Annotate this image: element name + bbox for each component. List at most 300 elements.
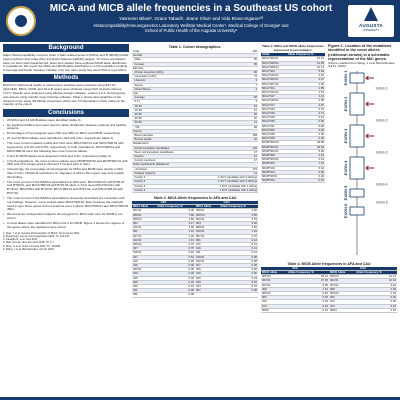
table3-cell: 006 xyxy=(132,293,156,297)
table1-value-cell: 31 xyxy=(196,155,258,159)
table3-cell: 008:01 xyxy=(195,209,219,213)
table3-cell: 008:01 xyxy=(132,213,156,217)
mutation-arrow-icon xyxy=(366,76,374,80)
table2-allele-cell: MICA*029 xyxy=(261,137,287,141)
background-text xyxy=(3,54,129,73)
table2-block xyxy=(261,44,325,259)
table2-allele-cell: MICA*008:04 xyxy=(261,65,287,69)
table3-cell: 4.55 xyxy=(219,213,258,217)
exon-box xyxy=(350,93,364,115)
table4-cell: 003 xyxy=(261,296,287,300)
table1-label-cell: Stem cell transplant candidates xyxy=(132,150,196,154)
table1-label-cell: Hispanic xyxy=(132,79,196,83)
table4-cell: 009N xyxy=(261,308,287,312)
table1-label-cell: Asians xyxy=(132,83,196,87)
table4-cell: 013 xyxy=(261,300,287,304)
table2-freq-cell: 1.01 xyxy=(287,162,325,166)
table4-cell: 013 xyxy=(329,300,355,304)
table3-cell: 0.75 xyxy=(156,247,195,251)
table2-allele-cell: MICA*010:01 xyxy=(261,74,287,78)
table4-cell: 003 xyxy=(329,296,355,300)
conclusion-item: • No significant differences were found in allele distribution between patients and healthy subjects. xyxy=(3,124,129,132)
table4-cell: 0.46 xyxy=(355,296,397,300)
table1-label-cell: Total xyxy=(132,50,196,54)
exon-label: EXON 1 xyxy=(343,70,348,86)
table2-allele-cell: MICA*017 xyxy=(261,103,287,107)
background-paragraph: Major Histocompatibility complex class I chain-related genes A (MICA) and B (MICB) exhibit polymorphisms that make them important histocompatibility targets. Yet some populations have not been well characterized. Even less studies have explored MICB allele distribution in populations. We report the MICA and MICB allele distribution in a US population residing in Georgia and South Carolina. Notably, only one other study has used NGS to type MICA. xyxy=(3,53,129,73)
table3-cell: 011 xyxy=(132,289,156,293)
table2-freq-cell: 0.30 xyxy=(287,133,325,137)
table4-group-afa: AFA xyxy=(261,267,329,271)
table4-cell: 0.39 xyxy=(287,300,329,304)
conclusions-heading: Conclusions xyxy=(3,109,129,117)
table3-cell: 045 xyxy=(132,280,156,284)
intron-label: Intron 4 xyxy=(376,182,388,187)
reference-item: 5. Zhou, S et al. Trans Immunol 2021; 67: 101408. xyxy=(3,244,61,248)
table1-row xyxy=(132,188,258,192)
table1-label-cell: Renal transplant candidates xyxy=(132,146,196,150)
table3-cell: 0.38 xyxy=(219,259,258,263)
table2-allele-cell: MICB*002:01 xyxy=(261,145,287,149)
table3-cell: 4.17 xyxy=(156,221,195,225)
table4-caption: Table 4. MICB Allele frequencies in AFA and CAU xyxy=(287,261,371,266)
table4-cell: 014 xyxy=(261,304,287,308)
table3-cell: 049 xyxy=(195,280,219,284)
table2-header-allele: Allele xyxy=(261,53,287,57)
figure1-caption: Figure 1. Location of the mutations identified in the novel alleles (red/brown arrows) in a schematic representation of the MIC genes. xyxy=(328,44,392,62)
table3-header-allele-cau: MICA Allele xyxy=(195,205,219,209)
figure1-block xyxy=(325,44,397,259)
augusta-logo-mark-icon xyxy=(364,7,378,21)
conclusion-item: • The most common HLA-B/MICA associations previously described are consistent with our findings. However, some include allele MICA*008:04, likely because the methods used to type these genes did not examine exon 1 where MICA*008:01 and MICA*008:04 differ. xyxy=(3,197,129,212)
reference-item: 1. Xiao, Y et al. Genetic Polymorphism of MICA, Front Genet 2021. xyxy=(3,231,80,235)
conclusion-item: • The most common alleles in AFA and CAU were MICA*002:01 and MICA*008:01 with frequencies of 9.4% and 5.0%, respectively. In both populations, MICA*008:01 and MICA*008:04 were the following two more common alleles. xyxy=(3,142,129,153)
exon-box xyxy=(350,157,364,179)
table1-value-cell: 1 SCT candidate with 1 sibling xyxy=(196,188,258,192)
table3-cell: 0.41 xyxy=(219,251,258,255)
conclusion-item: • Percentages of homozygosis were 10% and 30% for MICA and MICB, respectively. xyxy=(3,132,129,136)
table1-value-cell: 1 SCT candidate with 1 sibling xyxy=(196,184,258,188)
table3-cell: 0.60 xyxy=(156,251,195,255)
augusta-logo-name: AUGUSTA xyxy=(358,23,383,28)
table3-cell xyxy=(219,293,258,297)
table1-label-cell: Relationship xyxy=(132,142,196,146)
table1-value-cell: 1 SCT candidate with 2 siblings xyxy=(196,176,258,180)
table1-value-cell: 32 xyxy=(196,138,258,142)
table1-value-cell: 42 xyxy=(196,117,258,121)
table3-cell: 0.41 xyxy=(219,247,258,251)
table2-freq-cell: 0.30 xyxy=(287,120,325,124)
table2-freq-cell: 0.61 xyxy=(287,116,325,120)
table3-cell: 049 xyxy=(132,284,156,288)
table2-allele-cell: MICB*008 xyxy=(261,154,287,158)
conclusion-item: • 3 novel alleles were identified for MICA and 4 for MICB. Figure 1 shows the regions of the genes where the mutations were found. xyxy=(3,222,129,230)
table2-freq-cell: 3.16 xyxy=(287,74,325,78)
table1-label-cell: Female xyxy=(132,62,196,66)
table3-cell: 008:04 xyxy=(195,213,219,217)
table1-value-cell: 96 xyxy=(196,71,258,75)
table1-label-cell: Buccal swabs xyxy=(132,138,196,142)
table3-cell: 9.38 xyxy=(156,209,195,213)
exon-box xyxy=(350,189,364,197)
column-right xyxy=(261,44,397,313)
table3-cell: 0.46 xyxy=(156,259,195,263)
mic-gene-schematic xyxy=(328,69,397,259)
table2-row xyxy=(261,179,325,183)
table1-value-cell: 3 xyxy=(196,100,258,104)
exon-box xyxy=(350,207,364,215)
table4-cell: 0.15 xyxy=(355,308,397,312)
table3-cell: 011 xyxy=(195,251,219,255)
table2-allele-cell: MICB*013 xyxy=(261,166,287,170)
exon-label: EXON 5 xyxy=(343,185,348,201)
table2-freq-cell: 5.94 xyxy=(287,70,325,74)
table4-header-freq-cau: Allele Frequency % xyxy=(355,271,397,275)
table2-allele-cell: MICA*006 xyxy=(261,128,287,132)
table4-cell: 002:01 xyxy=(261,279,287,283)
table4-cell: 6.99 xyxy=(287,283,329,287)
table3-cell: 004 xyxy=(132,221,156,225)
table2-freq-cell: 0.98 xyxy=(287,99,325,103)
conclusion-item: • The most common HLA-B/MICA associations in AFA were: MICA*002:01 with B*53:01 and B*58:01, and MICA*008:04 with B*15:03 while in CAU were MICA*010:01 with B*15:01, MICA*004 with B*44:02, MICA*008:01 with B*44:02, and MICA*008:04 with B*07:02. xyxy=(3,181,129,196)
exon-label: EXON 4 xyxy=(343,160,348,176)
exon-label: EXON 6 xyxy=(343,203,348,219)
table3-cell: 0.44 xyxy=(219,238,258,242)
table1-demographics xyxy=(132,50,258,193)
table1-value-cell: 17 xyxy=(196,159,258,163)
table2-allele-cell: MICA*045 xyxy=(261,133,287,137)
table4-cell: 009N xyxy=(329,308,355,312)
table4-cell: 0.15 xyxy=(287,304,329,308)
table3-cell: 009:01 xyxy=(132,268,156,272)
table3-cell: 008:04 xyxy=(132,217,156,221)
table4-header-freq-afa: Allele Frequency % xyxy=(287,271,329,275)
references-list xyxy=(3,232,129,252)
table2-allele-cell: MICA*049 xyxy=(261,120,287,124)
table2-allele-cell: MICA*008:01 xyxy=(261,61,287,65)
table2-allele-cell: MICA*007:01 xyxy=(261,82,287,86)
table2-freq-cell: 1.13 xyxy=(287,95,325,99)
table3-cell xyxy=(195,293,219,297)
table4-cell: 1.03 xyxy=(355,292,397,296)
conclusion-item: • Interestingly, the percentage of hemizygosity for MICA and MICB were double in AFA than in CAU. Historical restrictions on migration of AFA in this region may help explain this finding. xyxy=(3,168,129,179)
table3-cell: 0.30 xyxy=(219,268,258,272)
table4-cell: 008 xyxy=(261,287,287,291)
table3-cell: 1.44 xyxy=(156,230,195,234)
exon-label: EXON 2 xyxy=(343,96,348,112)
table1-value-cell: 48 xyxy=(196,96,258,100)
table4-cell: 004:01 xyxy=(261,283,287,287)
table3-cell: 1.56 xyxy=(156,226,195,230)
table2-freq-cell: 13.31 xyxy=(287,57,325,61)
table1-value-cell: 4 xyxy=(196,87,258,91)
table2-allele-cell: MICA*016 xyxy=(261,112,287,116)
table3-cell: 2.28 xyxy=(219,221,258,225)
table4-cell: 0.30 xyxy=(355,300,397,304)
table2-allele-cell: MICA*001 xyxy=(261,86,287,90)
conclusion-item: • 28 MICA and 14 MICB alleles were identified (table 2). xyxy=(3,119,129,123)
intron-label: Intron 3 xyxy=(376,150,388,155)
table2-freq-cell: 0.30 xyxy=(287,175,325,179)
table2-freq-cell: 2.06 xyxy=(287,82,325,86)
table3-cell: 0.08 xyxy=(156,293,195,297)
table4-header-allele-cau: MICB Allele xyxy=(329,271,355,275)
table1-label-cell: Age xyxy=(132,92,196,96)
table3-cell: 009:02 xyxy=(132,242,156,246)
table3-cell: 3.79 xyxy=(219,217,258,221)
table3-cell: 0.76 xyxy=(219,234,258,238)
table4-cell: 004:01 xyxy=(329,283,355,287)
methods-paragraph: DNA from 190 buccal swabs or whole blood samples were extracted using EZ1 Kit (QIAGEN). MICA, MICB, and HLA-B typing were obtained using NGS (CareDx Alloseq Tx17). Results were analyzed using AlloSeq Assign software, version 1.0.3. Hemizygosity was assess using CareDx Copy Number software. Table 1 shows demographics of the subjects in the study. 96 African Americans (AFA) and 74 Caucasians (CAU) make up the majority of the cohort. xyxy=(3,83,126,107)
table1-value-cell: 95 xyxy=(196,62,258,66)
table4-cell: 0.62 xyxy=(287,292,329,296)
table1-label-cell: Blood samples xyxy=(132,134,196,138)
table1-label-cell: Caucasian (CAU) xyxy=(132,75,196,79)
table4-cell: 1.49 xyxy=(355,287,397,291)
table2-allele-cell: MICA*011 xyxy=(261,124,287,128)
table3-cell: 007:01 xyxy=(132,234,156,238)
table1-label-cell: 26-35 xyxy=(132,108,196,112)
table3-cell: 0.30 xyxy=(156,276,195,280)
figure1-source: (Figure modified from Wang, J et al. Biomolecules. Vol 10, 2020). xyxy=(328,60,396,69)
table3-cell: 4.69 xyxy=(156,217,195,221)
table1-label-cell: Donors xyxy=(132,155,196,159)
table1-label-cell: Ethnicity xyxy=(132,66,196,70)
table1-label-cell: Family 3 xyxy=(132,184,196,188)
table4-cell: 16.72 xyxy=(355,275,397,279)
methods-text xyxy=(3,84,129,107)
table3-cell: 0.15 xyxy=(156,284,195,288)
table4-cell: 12.12 xyxy=(355,279,397,283)
table4-cell: 005:02 xyxy=(261,292,287,296)
mutation-arrow-icon xyxy=(366,166,374,170)
table3-cell: 7.89 xyxy=(156,213,195,217)
conclusions-list xyxy=(3,119,129,230)
table3-mica-afa-cau xyxy=(132,201,258,298)
table2-freq-cell: 0.30 xyxy=(287,137,325,141)
table2-freq-cell: 12.85 xyxy=(287,61,325,65)
table4-cell: 008 xyxy=(329,287,355,291)
table3-cell: 001 xyxy=(195,238,219,242)
table1-value-cell: 158 xyxy=(196,134,258,138)
table2-freq-cell: 0.71 xyxy=(287,112,325,116)
table2-allele-cell: MICB*004:01 xyxy=(261,149,287,153)
table3-cell: 1.13 xyxy=(156,238,195,242)
table2-allele-cell: MICB*003 xyxy=(261,162,287,166)
table3-cell: 0.15 xyxy=(219,284,258,288)
table4-cell: 35.21 xyxy=(287,275,329,279)
table2-freq-cell: 0.97 xyxy=(287,103,325,107)
table3-cell: 1.52 xyxy=(219,226,258,230)
table3-cell: 007:01 xyxy=(195,234,219,238)
table1-value-cell: 28 xyxy=(196,125,258,129)
table3-cell: 0.23 xyxy=(219,276,258,280)
table1-label-cell: 0-17 xyxy=(132,100,196,104)
table2-freq-cell: 2.43 xyxy=(287,154,325,158)
conclusion-item: • 9 and 11 MICB alleles were detected in AFA and CAU, respectively (table 4). xyxy=(3,155,129,159)
header-banner xyxy=(0,0,400,42)
augusta-logo-sub: UNIVERSITY xyxy=(362,28,380,32)
table3-cell: 002:01 xyxy=(195,217,219,221)
table2-freq-cell: 0.44 xyxy=(287,166,325,170)
table3-group-afa: AFA xyxy=(132,201,195,205)
intron-label: Intron 5 xyxy=(376,200,388,205)
table3-cell: 010:01 xyxy=(132,226,156,230)
table1-value-cell: 19 xyxy=(196,104,258,108)
table4-group-cau: CAU xyxy=(329,267,397,271)
conclusion-item: • In both populations, the most common alleles were MICB*005:03 and MICB*002:01 with 35% and 27% frequencies in AFA and 17% and 12% in CAU. xyxy=(3,160,129,168)
table3-cell: 0.53 xyxy=(156,255,195,259)
affiliation-line-1: Histocompatibility/Immunogenetics Laboratory Wellstar Medical Center¹, Medical College of Georgia² and xyxy=(93,23,289,28)
table4-row xyxy=(261,308,397,312)
table1-label-cell: 18-25 xyxy=(132,104,196,108)
table1-label-cell: Family members xyxy=(132,159,196,163)
table3-cell: 0.38 xyxy=(156,268,195,272)
table3-cell: 018:01 xyxy=(132,251,156,255)
table2-allele-cell: MICA*019 xyxy=(261,107,287,111)
table2-allele-cell: MICB*009N xyxy=(261,175,287,179)
table3-header-freq-afa: Allele Frequency % xyxy=(156,205,195,209)
table2-freq-cell: 2.43 xyxy=(287,158,325,162)
table1-value-cell: 74 xyxy=(196,75,258,79)
table3-cell: 1.30 xyxy=(156,234,195,238)
table3-cell: 019 xyxy=(195,272,219,276)
table4-cell: 005:03 xyxy=(329,275,355,279)
table1-value-cell: 36 xyxy=(196,113,258,117)
table1-value-cell: 27 xyxy=(196,150,258,154)
intron-label: Intron 2 xyxy=(376,118,388,123)
poster-title: MICA and MICB allele frequencies in a Southeast US cohort xyxy=(49,3,333,14)
table2-allele-cell: MICA*012:01 xyxy=(261,91,287,95)
table2-freq-cell: 0.15 xyxy=(287,179,325,183)
table4-cell: 005:03 xyxy=(261,275,287,279)
table1-label-cell: Family 2 xyxy=(132,180,196,184)
table4-cell: 002:01 xyxy=(329,279,355,283)
table1-label-cell: Related subjects xyxy=(132,171,196,175)
table4-header-allele-afa: MICB Allele xyxy=(261,271,287,275)
table3-cell: 0.08 xyxy=(156,289,195,293)
table2-allele-cell: MICB*005:02 xyxy=(261,158,287,162)
table3-cell: 027 xyxy=(195,263,219,267)
table1-value-cell: 21 xyxy=(196,108,258,112)
table3-header-freq-cau: Allele Frequency % xyxy=(219,205,258,209)
table3-group-cau: CAU xyxy=(195,201,258,205)
table2-allele-cell: MICA*018:01 xyxy=(261,99,287,103)
table2-allele-cell: MICB*005:03 xyxy=(261,141,287,145)
table3-caption: Table 3. MICA Allele frequencies in AFA and CAU xyxy=(153,195,237,200)
table2-freq-cell: 39.06 xyxy=(287,145,325,149)
table3-cell: 0.15 xyxy=(219,280,258,284)
table2-freq-cell: 2.27 xyxy=(287,78,325,82)
background-heading: Background xyxy=(3,44,129,52)
table3-cell: 057 xyxy=(195,289,219,293)
table3-cell: 009:01 xyxy=(195,226,219,230)
table4-micb-afa-cau xyxy=(261,267,397,313)
table3-cell: 018:01 xyxy=(195,255,219,259)
table1-label-cell: Source xyxy=(132,129,196,133)
table2-allele-frequencies xyxy=(261,53,325,183)
table3-cell: 015 xyxy=(132,263,156,267)
table4-cell: 1.91 xyxy=(287,287,329,291)
table3-cell: 004 xyxy=(195,221,219,225)
table3-cell: 016 xyxy=(195,247,219,251)
table3-cell: 017 xyxy=(132,255,156,259)
conclusion-item: • 21 and 20 MICA alleles were identified in AFA and CAU, respectively (table 3). xyxy=(3,137,129,141)
augusta-university-logo xyxy=(348,5,394,37)
table1-label-cell: Average xyxy=(132,96,196,100)
table1-value-cell: 11 xyxy=(196,171,258,175)
table1-value-cell: 132 xyxy=(196,146,258,150)
table4-cell: 4.01 xyxy=(355,283,397,287)
table1-label-cell: Unrelated xyxy=(132,167,196,171)
column-left xyxy=(3,44,129,251)
table3-cell: 0.08 xyxy=(219,289,258,293)
table2-freq-cell: 10.13 xyxy=(287,65,325,69)
table1-label-cell: >65 xyxy=(132,125,196,129)
table2-freq-cell: 1.51 xyxy=(287,91,325,95)
table3-cell: 0.38 xyxy=(219,263,258,267)
table3-cell: 015 xyxy=(195,276,219,280)
table2-allele-cell: MICA*004 xyxy=(261,70,287,74)
intron-label: Intron 1 xyxy=(376,86,388,91)
table1-label-cell: Gender xyxy=(132,54,196,58)
table2-freq-cell: 1.89 xyxy=(287,86,325,90)
table2-header-freq: Allele Frequency % xyxy=(287,53,325,57)
affiliation xyxy=(42,23,340,33)
table3-cell: 0.44 xyxy=(219,242,258,246)
table1-label-cell: Male xyxy=(132,58,196,62)
table1-caption: Table 1. Cohort demographics. xyxy=(168,45,222,49)
table3-cell: 010:01 xyxy=(195,230,219,234)
exon-box xyxy=(350,125,364,147)
table3-cell: 1.44 xyxy=(219,230,258,234)
table3-cell: 027 xyxy=(132,247,156,251)
reference-item: 2. Klussmeier, A et al. Immunogenetics 2020; 72: 123-137. xyxy=(3,234,71,238)
table4-cell: 0.46 xyxy=(287,296,329,300)
table3-header-allele-afa: MICA Allele xyxy=(132,205,156,209)
table1-value-cell: 41 xyxy=(196,121,258,125)
table3-cell: 0.75 xyxy=(156,242,195,246)
table1-label-cell: Mixed Races xyxy=(132,87,196,91)
mutation-arrow-icon xyxy=(366,102,374,106)
table2-freq-cell: 5.49 xyxy=(287,149,325,153)
table1-value-cell: 7 xyxy=(196,83,258,87)
table3-cell: 019 xyxy=(132,259,156,263)
table1-label-cell: African American (AFA) xyxy=(132,71,196,75)
methods-heading: Methods xyxy=(3,74,129,82)
table2-allele-cell: MICB*014 xyxy=(261,170,287,174)
table3-cell: 0.30 xyxy=(156,272,195,276)
table1-label-cell: 36-45 xyxy=(132,113,196,117)
table3-cell: 002:01 xyxy=(132,209,156,213)
table1-value-cell: 1 SCT candidate with 3 siblings xyxy=(196,180,258,184)
table4-cell: 0.15 xyxy=(287,308,329,312)
table1-label-cell: 56-65 xyxy=(132,121,196,125)
table3-cell: 029 xyxy=(132,272,156,276)
table4-cell: 27.36 xyxy=(287,279,329,283)
reference-item: 3. Carapito R, et al. HLA 2017. xyxy=(3,238,39,242)
table4-cell: 0.23 xyxy=(355,304,397,308)
table3-cell: 0.30 xyxy=(219,272,258,276)
wellstar-logo xyxy=(6,6,36,36)
table2-allele-cell: MICB*024 xyxy=(261,179,287,183)
table1-label-cell: Other participants (Relatives) xyxy=(132,163,196,167)
table2-allele-cell: MICA*002:01 xyxy=(261,57,287,61)
table3-cell: 016 xyxy=(132,276,156,280)
table2-allele-cell: MICA*009:01 xyxy=(261,78,287,82)
table2-freq-cell: 0.30 xyxy=(287,170,325,174)
table2-allele-cell: MICA*015 xyxy=(261,116,287,120)
